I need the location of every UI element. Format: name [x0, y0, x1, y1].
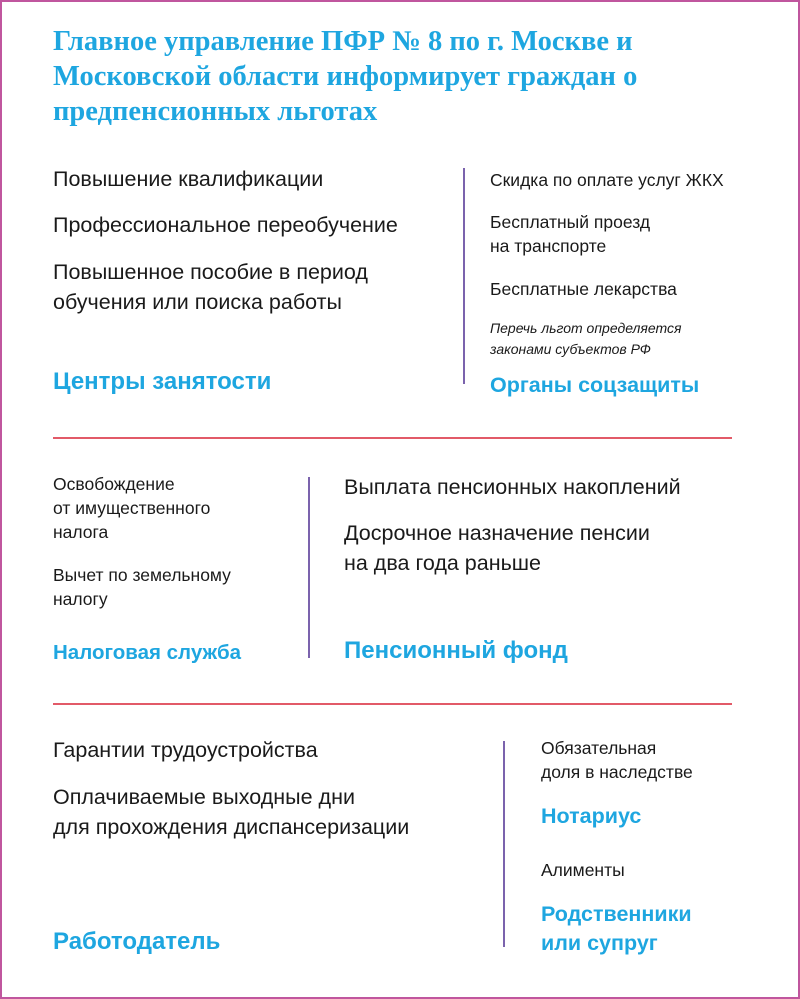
org-title-social-protection: Органы соцзащиты: [490, 373, 700, 397]
benefit-text: налогу: [53, 589, 108, 609]
org-title-pension-fund: Пенсионный фонд: [344, 637, 568, 664]
benefit-text: Профессиональное переобучение: [53, 213, 398, 237]
benefit-text: для прохождения диспансеризации: [53, 815, 410, 839]
benefit-text: налога: [53, 522, 109, 542]
benefit-text: доля в наследстве: [541, 762, 693, 782]
benefit-text: Скидка по оплате услуг ЖКХ: [490, 170, 724, 190]
org-title-notary: Нотариус: [541, 804, 642, 828]
benefit-text: Обязательная: [541, 738, 657, 758]
benefit-text: Алименты: [541, 860, 625, 880]
benefit-text: Гарантии трудоустройства: [53, 738, 318, 762]
benefit-text: Вычет по земельному: [53, 565, 231, 585]
org-title-employer: Работодатель: [53, 928, 221, 955]
benefit-text: Выплата пенсионных накоплений: [344, 475, 681, 499]
org-title-relatives: или супруг: [541, 931, 658, 955]
benefit-text: Повышение квалификации: [53, 167, 324, 191]
vertical-divider: [308, 477, 310, 658]
benefit-text: Досрочное назначение пенсии: [344, 521, 650, 545]
benefit-text: Бесплатный проезд: [490, 212, 651, 232]
page-title: Главное управление ПФР № 8 по г. Москве и Московской области информирует граждан о предпенсионных льготах: [53, 26, 638, 127]
benefit-text: на транспорте: [490, 236, 607, 256]
note-text: законами субъектов РФ: [490, 341, 651, 357]
vertical-divider: [503, 741, 505, 947]
org-title-relatives: Родственники: [541, 902, 692, 926]
benefit-text: Освобождение: [53, 474, 175, 494]
vertical-divider: [463, 168, 465, 384]
benefit-text: Бесплатные лекарства: [490, 279, 677, 299]
horizontal-divider: [53, 703, 732, 705]
note-text: Перечь льгот определяется: [490, 320, 682, 336]
benefit-text: Оплачиваемые выходные дни: [53, 785, 355, 809]
horizontal-divider: [53, 437, 732, 439]
benefit-text: Повышенное пособие в период: [53, 260, 368, 284]
benefit-text: обучения или поиска работы: [53, 290, 342, 314]
benefit-text: от имущественного: [53, 498, 211, 518]
org-title-tax-service: Налоговая служба: [53, 641, 242, 664]
org-title-employment-centers: Центры занятости: [53, 368, 272, 395]
benefit-text: на два года раньше: [344, 551, 541, 575]
